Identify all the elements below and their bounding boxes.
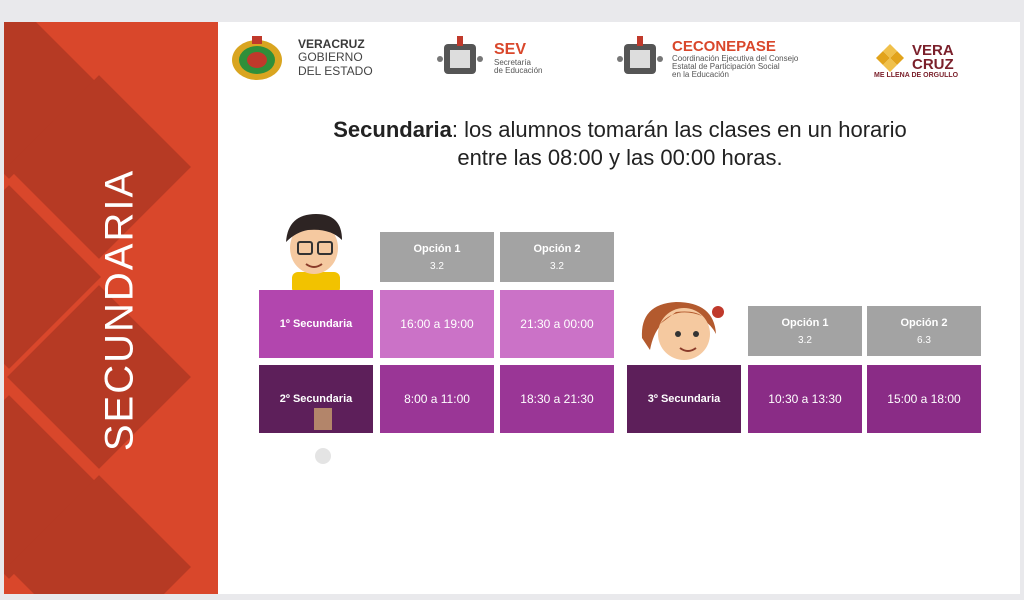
option-header: [380, 232, 494, 282]
time-label: 10:30 a 13:30: [768, 392, 842, 406]
time-cell: [500, 290, 614, 358]
logo-sev-line1: Secretaría: [494, 58, 531, 67]
time-label: 16:00 a 19:00: [400, 317, 474, 331]
logo-bar: [228, 32, 1008, 88]
coat-of-arms-icon: [228, 33, 286, 83]
logo-veracruz-gobierno: [228, 32, 373, 84]
time-cell: [500, 365, 614, 433]
option-code: 3.2: [550, 260, 564, 272]
option-label: Opción 2: [533, 242, 581, 255]
logo-sev: [434, 32, 542, 84]
crest-icon: [614, 34, 666, 82]
crest-icon: [434, 34, 486, 82]
logo-sev-name: SEV: [494, 41, 527, 58]
logo-brand-line2: CRUZ: [912, 56, 954, 73]
option-header: [500, 232, 614, 282]
sidebar-title: SECUNDARIA: [97, 168, 142, 452]
logo-ceconepase: [614, 32, 798, 84]
time-label: 21:30 a 00:00: [520, 317, 594, 331]
grade-label: 3º Secundaria: [647, 393, 721, 405]
grade-cell: [627, 365, 741, 433]
option-label: Opción 2: [900, 316, 948, 329]
girl-illustration-icon: [636, 294, 726, 366]
logo-veracruz-line1: VERACRUZ: [298, 37, 365, 51]
logo-ceconepase-line1: Coordinación Ejecutiva del Consejo: [672, 53, 799, 63]
logo-veracruz-brand: [874, 32, 959, 84]
logo-sev-line2: de Educación: [494, 66, 543, 75]
time-cell: [748, 365, 862, 433]
boy-illustration-icon: [278, 206, 354, 294]
heading-line2: entre las 08:00 y las 00:00 horas.: [457, 145, 783, 170]
logo-ceconepase-name: CECONEPASE: [672, 37, 776, 55]
logo-ceconepase-line3: en la Educación: [672, 69, 729, 79]
time-cell: [380, 365, 494, 433]
brand-pattern-icon: [874, 43, 908, 73]
page-heading: [240, 116, 1000, 172]
time-cell: [380, 290, 494, 358]
time-label: 8:00 a 11:00: [404, 392, 470, 406]
grade-label: 1º Secundaria: [279, 318, 353, 330]
grade-cell: [259, 290, 373, 358]
option-header: [867, 306, 981, 356]
logo-ceconepase-line2: Estatal de Participación Social: [672, 61, 780, 71]
grade-label: 2º Secundaria: [279, 393, 353, 405]
logo-brand-tagline: ME LLENA DE ORGULLO: [874, 72, 959, 79]
time-label: 15:00 a 18:00: [887, 392, 961, 406]
option-label: Opción 1: [781, 316, 829, 329]
option-label: Opción 1: [413, 242, 461, 255]
time-cell: [867, 365, 981, 433]
logo-veracruz-line2: GOBIERNO: [298, 50, 363, 64]
heading-bold: Secundaria: [333, 117, 452, 142]
option-code: 6.3: [917, 334, 931, 346]
time-label: 18:30 a 21:30: [520, 392, 594, 406]
option-code: 3.2: [798, 334, 812, 346]
heading-line1: : los alumnos tomarán las clases en un horario: [451, 117, 907, 142]
logo-brand-line1: VERA: [912, 42, 954, 59]
option-code: 3.2: [430, 260, 444, 272]
logo-veracruz-line3: DEL ESTADO: [298, 64, 373, 78]
faded-crest-icon: [308, 408, 338, 466]
option-header: [748, 306, 862, 356]
